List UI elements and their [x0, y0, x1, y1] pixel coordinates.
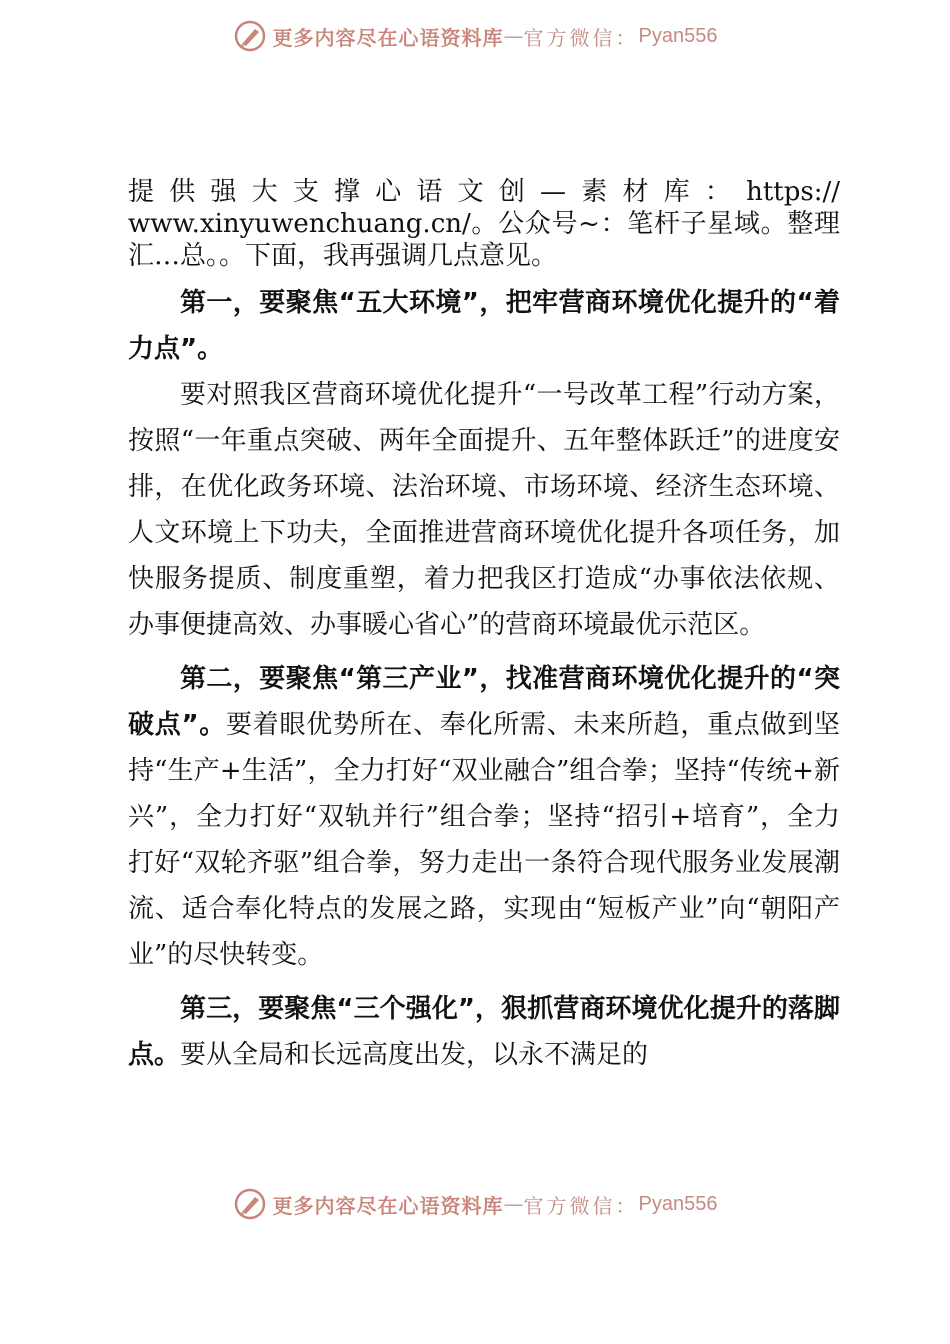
section-3-heading: 第三，要聚焦“三个强化”，狠抓营商环境优化提升的落脚点。: [128, 994, 840, 1070]
watermark-wechat-label: 官方微信：: [523, 25, 639, 50]
section-1-detail-body: 要对照我区营商环境优化提升“一号改革工程”行动方案，按照“一年重点突破、两年全面提升、五年整体跃迁”的进度安排，在优化政务环境、法治环境、市场环境、经济生态环境、人文环境上下功夫，全面推进营商环境优化提升各项任务，加快服务提质、制度重塑，着力把我区打造成“办事依法依规、办事便捷高效、办事暖心省心”的营商环境最优示范区。: [128, 380, 840, 640]
section-2-paragraph: [128, 656, 840, 978]
bottom-watermark-banner: [0, 1184, 950, 1224]
section-1-paragraph: [128, 280, 840, 372]
section-3-body: 要从全局和长远高度出发，以永不满足的: [180, 1040, 649, 1070]
section-2-heading: 第二，要聚焦“第三产业”，找准营商环境优化提升的“突破点”。: [128, 664, 840, 740]
pen-nib-logo-icon: [233, 1187, 267, 1221]
section-2-body: 要着眼优势所在、奉化所需、未来所趋，重点做到坚持“生产+生活”，全力打好“双业融合”组合拳；坚持“传统+新兴”，全力打好“双轨并行”组合拳；坚持“招引+培育”，全力打好“双轮齐驱”组合拳，努力走出一条符合现代服务业发展潮流、适合奉化特点的发展之路，实现由“短板产业”向“朝阳产业”的尽快转变。: [128, 710, 840, 970]
watermark-separator: —: [503, 1192, 524, 1216]
watermark-wechat-id: Pyan556: [638, 1192, 718, 1215]
watermark-brand: 更多内容尽在心语资料库: [272, 1193, 504, 1218]
intro-paragraph: 提供强大支撑心语文创—素材库：https:// www.xinyuwenchuang.cn/。公众号~：笔杆子星域。整理汇…总。。下面，我再强调几点意见。: [128, 177, 840, 271]
top-watermark-banner: [0, 16, 950, 56]
watermark-brand: 更多内容尽在心语资料库: [272, 25, 504, 50]
watermark-separator: —: [503, 24, 524, 48]
pen-nib-logo-icon: [233, 19, 267, 53]
section-1-detail-paragraph: [128, 372, 840, 648]
watermark-wechat-label: 官方微信：: [523, 1193, 639, 1218]
document-body: [128, 176, 840, 1078]
watermark-wechat-id: Pyan556: [638, 24, 718, 47]
section-1-heading: 第一，要聚焦“五大环境”，把牢营商环境优化提升的“着力点”。: [128, 288, 840, 364]
section-3-paragraph: [128, 986, 840, 1078]
